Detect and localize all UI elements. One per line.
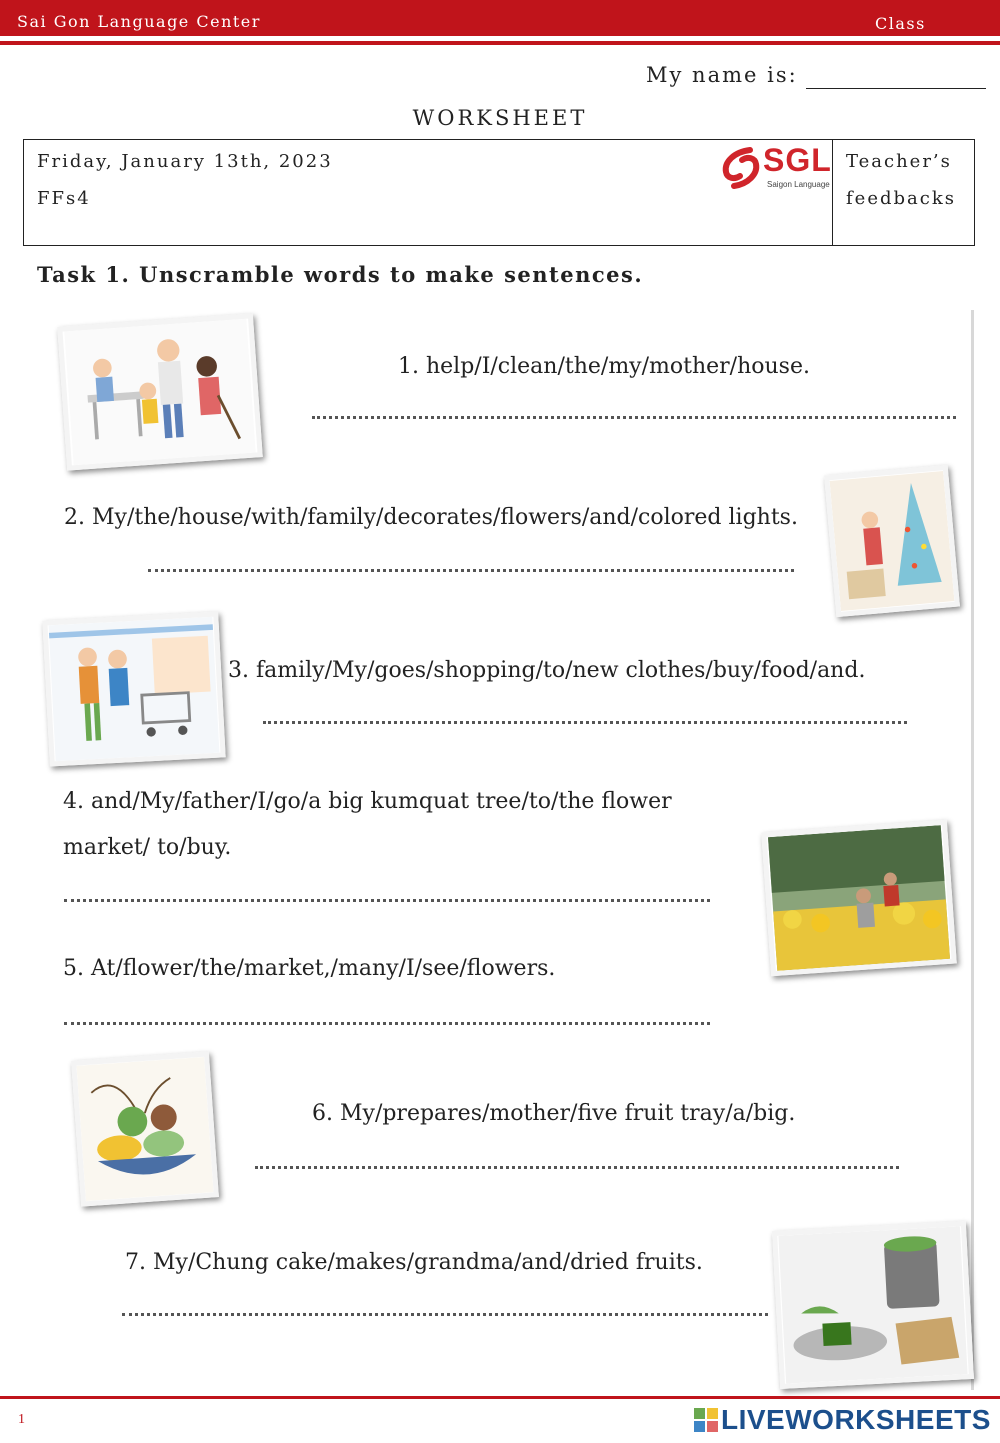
name-input-line[interactable] [806,88,986,89]
liveworksheets-brand[interactable] [693,1405,991,1435]
cleaning-picture [57,313,263,470]
sentence-5: 5. At/flower/the/market,/many/I/see/flowers. [63,956,556,981]
worksheet-title: WORKSHEET [412,106,588,130]
flower-market-picture [761,820,957,977]
sentence-1: 1. help/I/clean/the/my/mother/house. [398,354,810,379]
sgl-logo-text: SGL [763,142,832,178]
answer-line-4[interactable] [64,899,710,902]
task-title: Task 1. Unscramble words to make sentences. [37,262,644,287]
page-number: 1 [18,1412,25,1427]
answer-line-1[interactable] [312,416,956,419]
feedback-label-2: feedbacks [846,188,956,209]
shopping-picture [42,611,225,766]
footer-divider [0,1396,1000,1399]
sentence-6: 6. My/prepares/mother/five fruit tray/a/big. [312,1101,796,1126]
feedback-label-1: Teacher’s [846,151,952,172]
date-text: Friday, January 13th, 2023 [37,151,333,172]
sgl-logo-icon [720,146,762,190]
sentence-3: 3. family/My/goes/shopping/to/new clothes/buy/food/and. [228,658,866,683]
liveworksheets-wordmark: LIVEWORKSHEETS [721,1404,991,1435]
sgl-logo-subtext: Saigon Language [767,180,830,189]
header-divider [0,41,1000,45]
decorating-picture [824,465,960,617]
sentence-4-line-2: market/ to/buy. [63,835,232,860]
my-name-label: My name is: [646,63,798,87]
fruit-tray-picture [71,1051,219,1206]
chung-cake-picture [772,1221,974,1389]
answer-line-3[interactable] [263,721,907,724]
liveworksheets-logo-icon [693,1407,719,1433]
sentence-7: 7. My/Chung cake/makes/grandma/and/dried fruits. [125,1250,703,1275]
answer-line-7[interactable] [122,1313,768,1316]
sentence-4-line-1: 4. and/My/father/I/go/a big kumquat tree/to/the flower [63,789,672,814]
answer-line-2[interactable] [148,569,794,572]
center-name: Sai Gon Language Center [17,12,261,31]
class-code: FFs4 [37,188,91,209]
class-label: Class [875,14,926,33]
answer-line-6[interactable] [255,1166,899,1169]
sentence-2: 2. My/the/house/with/family/decorates/flowers/and/colored lights. [64,505,798,530]
answer-line-5[interactable] [64,1022,710,1025]
